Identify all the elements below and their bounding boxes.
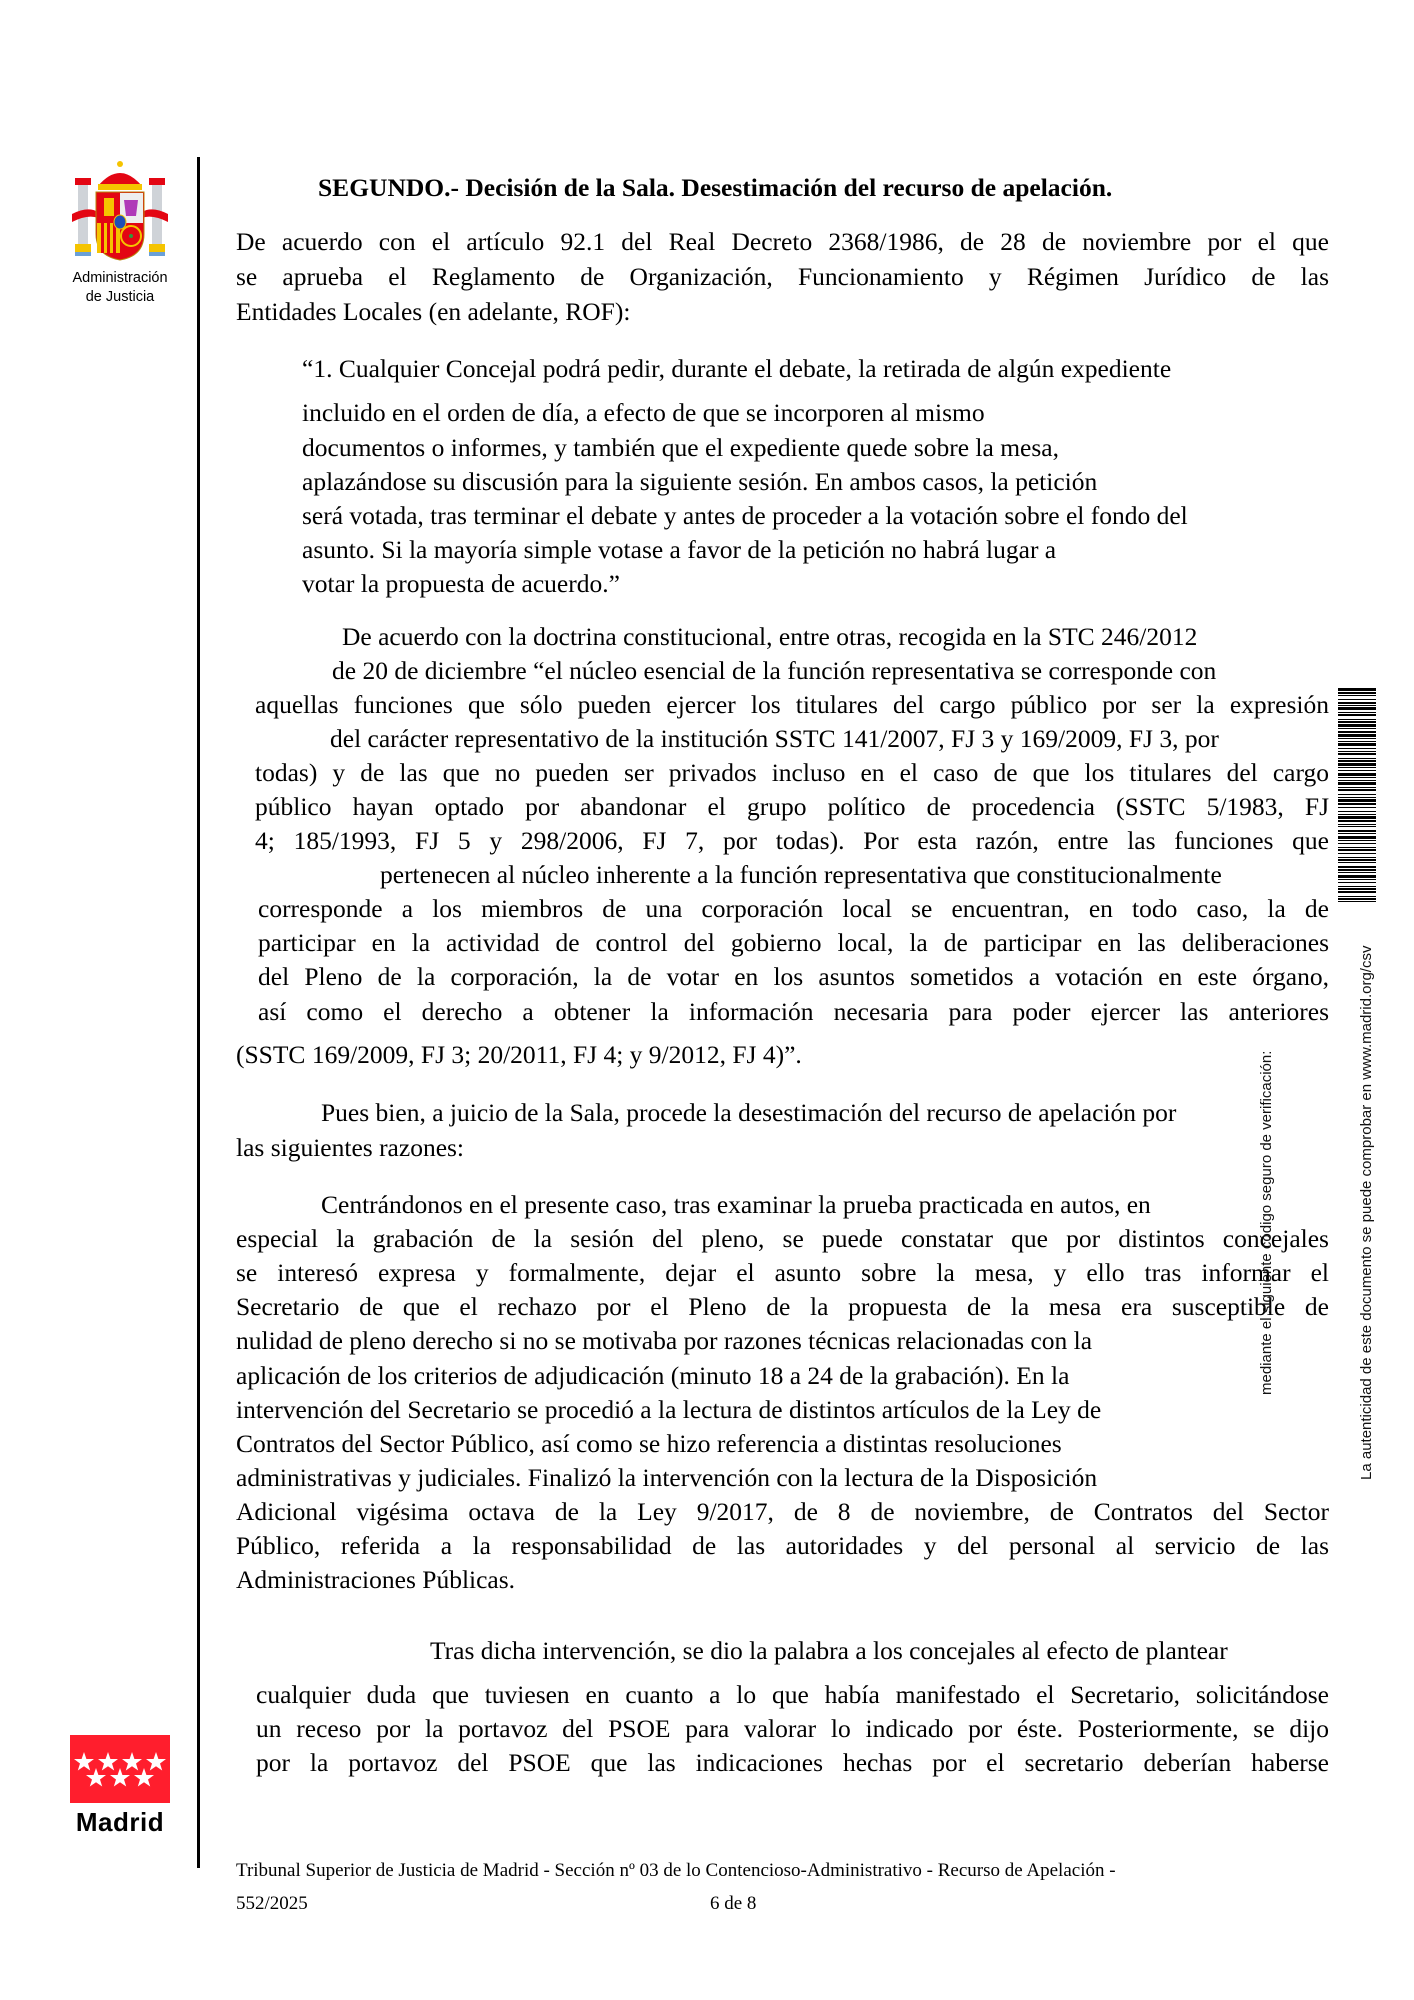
barcode-bar bbox=[1338, 760, 1376, 762]
paragraph-line: Centrándonos en el presente caso, tras examinar la prueba practicada en autos, en bbox=[321, 1190, 1151, 1219]
section-heading: SEGUNDO.- Decisión de la Sala. Desestimación del recurso de apelación. bbox=[318, 173, 1113, 202]
paragraph-line: aquellas funciones que sólo pueden ejercer los titulares del cargo público por ser la expresión bbox=[255, 690, 1329, 719]
barcode-bar bbox=[1338, 724, 1376, 727]
paragraph-line: Contratos del Sector Público, así como se hizo referencia a distintas resoluciones bbox=[236, 1429, 1062, 1458]
barcode-bar bbox=[1338, 692, 1376, 694]
barcode-bar bbox=[1338, 824, 1376, 825]
barcode-bar bbox=[1338, 728, 1376, 729]
barcode-bar bbox=[1338, 840, 1376, 841]
barcode-bar bbox=[1338, 898, 1376, 900]
paragraph-line: se aprueba el Reglamento de Organización, Funcionamiento y Régimen Jurídico de las bbox=[236, 262, 1329, 291]
paragraph-line: pertenecen al núcleo inherente a la función representativa que constitucionalmente bbox=[380, 860, 1222, 889]
paragraph-line: Pues bien, a juicio de la Sala, procede la desestimación del recurso de apelación por bbox=[321, 1098, 1177, 1127]
barcode-bar bbox=[1338, 794, 1376, 795]
barcode-bar bbox=[1338, 869, 1376, 871]
barcode-bar bbox=[1338, 833, 1376, 834]
paragraph-line: administrativas y judiciales. Finalizó la intervención con la lectura de la Disposición bbox=[236, 1463, 1098, 1492]
barcode-bar bbox=[1338, 712, 1376, 713]
barcode-bar bbox=[1338, 741, 1376, 742]
paragraph-line: Administraciones Públicas. bbox=[236, 1565, 516, 1594]
barcode-bar bbox=[1338, 799, 1376, 802]
barcode-bar bbox=[1338, 770, 1376, 771]
paragraph-line: un receso por la portavoz del PSOE para valorar lo indicado por éste. Posteriormente, se dijo bbox=[256, 1714, 1329, 1743]
quote-line: votar la propuesta de acuerdo.” bbox=[302, 569, 620, 598]
barcode-bar bbox=[1338, 882, 1376, 883]
quote-line: asunto. Si la mayoría simple votase a favor de la petición no habrá lugar a bbox=[302, 535, 1057, 564]
barcode-bar bbox=[1338, 748, 1376, 749]
barcode-bar bbox=[1338, 820, 1376, 822]
verification-text-outer: La autenticidad de este documento se puede comprobar en www.madrid.org/csv bbox=[1358, 945, 1375, 1480]
barcode-bar bbox=[1338, 891, 1376, 893]
barcode-bar bbox=[1338, 782, 1376, 785]
barcode-bar bbox=[1338, 857, 1376, 858]
paragraph-line: corresponde a los miembros de una corporación local se encuentran, en todo caso, la de bbox=[258, 894, 1329, 923]
barcode-bar bbox=[1338, 807, 1376, 808]
barcode-bar bbox=[1338, 699, 1376, 700]
page-indicator: 6 de 8 bbox=[710, 1893, 757, 1914]
barcode-bar bbox=[1338, 875, 1376, 878]
footer-court-line: Tribunal Superior de Justicia de Madrid - Sección nº 03 de lo Contencioso-Administrativo - Recurso de Apelación - bbox=[236, 1860, 1116, 1881]
barcode-bar bbox=[1338, 879, 1376, 880]
quote-line: será votada, tras terminar el debate y antes de proceder a la votación sobre el fondo del bbox=[302, 501, 1188, 530]
barcode-bar bbox=[1338, 853, 1376, 854]
madrid-flag-icon bbox=[70, 1735, 170, 1803]
barcode-bar bbox=[1338, 847, 1376, 848]
barcode-bar bbox=[1338, 777, 1376, 778]
barcode-bar bbox=[1338, 803, 1376, 805]
paragraph-line: aplicación de los criterios de adjudicación (minuto 18 a 24 de la grabación). En la bbox=[236, 1361, 1070, 1390]
barcode-bar bbox=[1338, 787, 1376, 788]
barcode-bar bbox=[1338, 780, 1376, 781]
barcode-bar bbox=[1338, 849, 1376, 851]
paragraph-line: todas) y de las que no pueden ser privados incluso en el caso de que los titulares del cargo bbox=[255, 758, 1329, 787]
margin-rule bbox=[197, 157, 200, 1868]
barcode-bar bbox=[1338, 843, 1376, 844]
paragraph-line: Público, referida a la responsabilidad de las autoridades y del personal al servicio de las bbox=[236, 1531, 1329, 1560]
barcode-bar bbox=[1338, 859, 1376, 861]
barcode-bar bbox=[1338, 773, 1376, 776]
paragraph-line: Adicional vigésima octava de la Ley 9/2017, de 8 de noviembre, de Contratos del Sector bbox=[236, 1497, 1329, 1526]
paragraph-line: especial la grabación de la sesión del pleno, se puede constatar que por distintos concejales bbox=[236, 1224, 1329, 1253]
paragraph-line: cualquier duda que tuviesen en cuanto a lo que había manifestado el Secretario, solicitándose bbox=[256, 1680, 1329, 1709]
paragraph-line: de 20 de diciembre “el núcleo esencial de la función representativa se corresponde con bbox=[332, 656, 1217, 685]
paragraph-line: las siguientes razones: bbox=[236, 1133, 465, 1162]
barcode-bar bbox=[1338, 896, 1376, 897]
logo-label-line1: Administración bbox=[72, 270, 168, 286]
quote-line: incluido en el orden de día, a efecto de que se incorporen al mismo bbox=[302, 398, 985, 427]
barcode-bar bbox=[1338, 814, 1376, 815]
quote-line: aplazándose su discusión para la siguiente sesión. En ambos casos, la petición bbox=[302, 467, 1098, 496]
barcode-bar bbox=[1338, 738, 1376, 739]
paragraph-line: intervención del Secretario se procedió a la lectura de distintos artículos de la Ley de bbox=[236, 1395, 1102, 1424]
barcode-bar bbox=[1338, 719, 1376, 720]
barcode-bar bbox=[1338, 826, 1376, 827]
barcode-bar bbox=[1338, 705, 1376, 706]
barcode-bar bbox=[1338, 731, 1376, 733]
verification-text-inner: mediante el siguiente código seguro de verificación: bbox=[1258, 1050, 1275, 1395]
verification-barcode bbox=[1338, 688, 1376, 902]
barcode-bar bbox=[1338, 830, 1376, 832]
barcode-bar bbox=[1338, 734, 1376, 737]
barcode-bar bbox=[1338, 702, 1376, 704]
barcode-bar bbox=[1338, 816, 1376, 819]
paragraph-line: por la portavoz del PSOE que las indicaciones hechas por el secretario deberían haberse bbox=[256, 1748, 1329, 1777]
paragraph-line: (SSTC 169/2009, FJ 3; 20/2011, FJ 4; y 9/2012, FJ 4)”. bbox=[236, 1040, 802, 1069]
barcode-bar bbox=[1338, 688, 1376, 691]
barcode-bar bbox=[1338, 836, 1376, 839]
comunidad-madrid-logo bbox=[68, 1735, 172, 1838]
paragraph-line: Secretario de que el rechazo por el Pleno de la propuesta de la mesa era susceptible de bbox=[236, 1292, 1329, 1321]
barcode-bar bbox=[1338, 707, 1376, 710]
paragraph-line: De acuerdo con el artículo 92.1 del Real Decreto 2368/1986, de 28 de noviembre por el que bbox=[236, 227, 1329, 256]
barcode-bar bbox=[1338, 886, 1376, 887]
barcode-bar bbox=[1338, 811, 1376, 812]
paragraph-line: Entidades Locales (en adelante, ROF): bbox=[236, 297, 631, 326]
paragraph-line: 4; 185/1993, FJ 5 y 298/2006, FJ 7, por todas). Por esta razón, entre las funciones que bbox=[255, 826, 1329, 855]
barcode-bar bbox=[1338, 767, 1376, 768]
paragraph-line: De acuerdo con la doctrina constitucional, entre otras, recogida en la STC 246/2012 bbox=[342, 622, 1198, 651]
paragraph-line: del Pleno de la corporación, la de votar en los asuntos sometidos a votación en este órgano, bbox=[258, 962, 1329, 991]
quote-line: documentos o informes, y también que el expediente quede sobre la mesa, bbox=[302, 433, 1059, 462]
footer-case-number: 552/2025 bbox=[236, 1893, 308, 1914]
barcode-bar bbox=[1338, 743, 1376, 746]
paragraph-line: se interesó expresa y formalmente, dejar el asunto sobre la mesa, y ello tras informar el bbox=[236, 1258, 1329, 1287]
barcode-bar bbox=[1338, 714, 1376, 716]
barcode-bar bbox=[1338, 862, 1376, 863]
barcode-bar bbox=[1338, 758, 1376, 759]
barcode-bar bbox=[1338, 695, 1376, 696]
administracion-justicia-logo bbox=[68, 156, 172, 306]
barcode-bar bbox=[1338, 751, 1376, 752]
barcode-bar bbox=[1338, 866, 1376, 868]
paragraph-line: así como el derecho a obtener la información necesaria para poder ejercer las anteriores bbox=[258, 997, 1329, 1026]
barcode-bar bbox=[1338, 753, 1376, 755]
barcode-bar bbox=[1338, 872, 1376, 873]
paragraph-line: público hayan optado por abandonar el grupo político de procedencia (SSTC 5/1983, FJ bbox=[255, 792, 1329, 821]
quote-line: “1. Cualquier Concejal podrá pedir, durante el debate, la retirada de algún expediente bbox=[302, 354, 1172, 383]
paragraph-line: del carácter representativo de la institución SSTC 141/2007, FJ 3 y 169/2009, FJ 3, por bbox=[330, 724, 1219, 753]
logo-label-line2: de Justicia bbox=[85, 289, 155, 305]
barcode-bar bbox=[1338, 797, 1376, 798]
barcode-bar bbox=[1338, 888, 1376, 890]
paragraph-line: Tras dicha intervención, se dio la palabra a los concejales al efecto de plantear bbox=[430, 1636, 1228, 1665]
coat-of-arms-icon bbox=[68, 156, 172, 268]
paragraph-line: nulidad de pleno derecho si no se motivaba por razones técnicas relacionadas con la bbox=[236, 1326, 1093, 1355]
barcode-bar bbox=[1338, 789, 1376, 791]
madrid-wordmark: Madrid bbox=[75, 1807, 165, 1837]
barcode-bar bbox=[1338, 721, 1376, 723]
paragraph-line: participar en la actividad de control del gobierno local, la de participar en las deliberaciones bbox=[258, 928, 1329, 957]
barcode-bar bbox=[1338, 901, 1376, 902]
barcode-bar bbox=[1338, 763, 1376, 766]
